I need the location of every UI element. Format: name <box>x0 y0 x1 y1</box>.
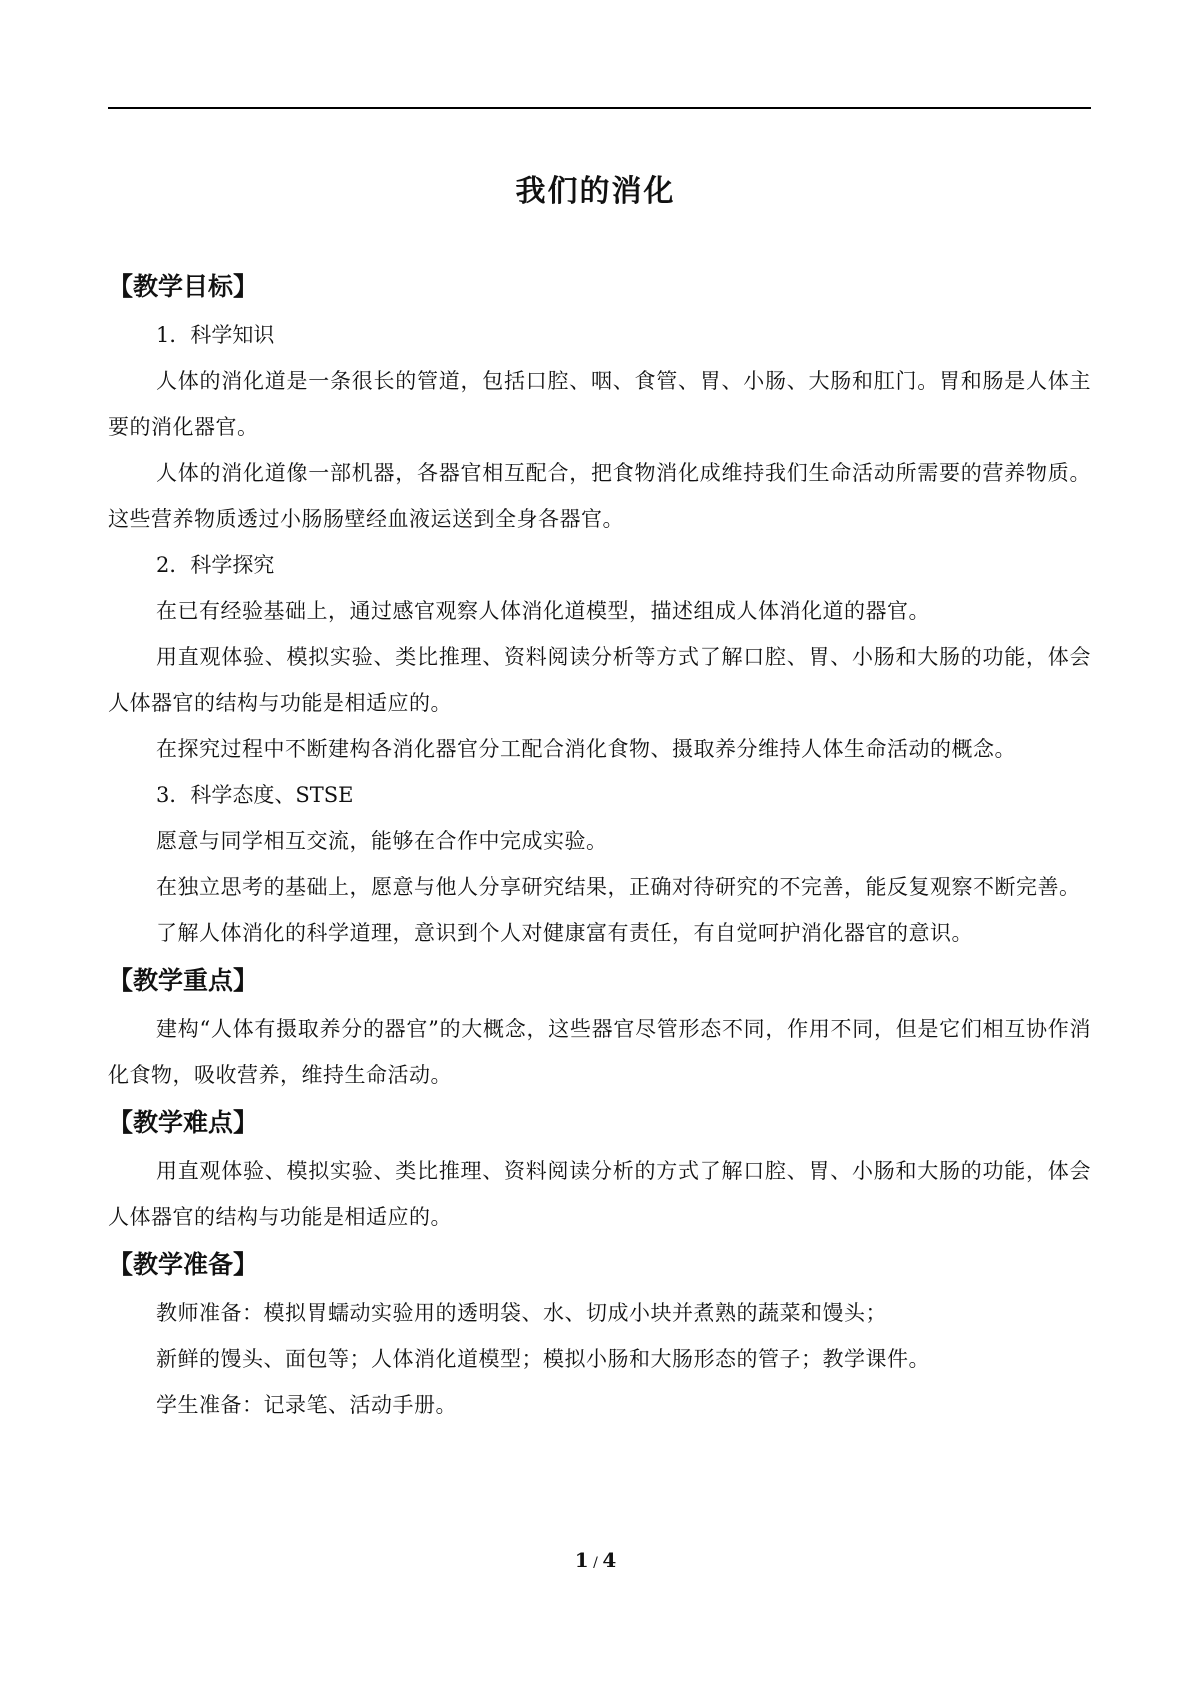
paragraph: 新鲜的馒头、面包等；人体消化道模型；模拟小肠和大肠形态的管子；教学课件。 <box>156 1347 930 1371</box>
subheading-knowledge: 1．科学知识 <box>156 323 275 347</box>
paragraph: 建构“人体有摄取养分的器官”的大概念，这些器官尽管形态不同，作用不同，但是它们相互协作消化食物，吸收营养，维持生命活动。 <box>108 1017 1091 1087</box>
paragraph: 学生准备：记录笔、活动手册。 <box>156 1393 457 1417</box>
section-heading-key-points: 【教学重点】 <box>108 966 259 995</box>
subheading-inquiry: 2．科学探究 <box>156 553 275 577</box>
paragraph: 在已有经验基础上，通过感官观察人体消化道模型，描述组成人体消化道的器官。 <box>156 599 930 623</box>
paragraph: 教师准备：模拟胃蠕动实验用的透明袋、水、切成小块并煮熟的蔬菜和馒头； <box>156 1301 887 1325</box>
header-rule <box>108 107 1091 109</box>
paragraph: 在探究过程中不断建构各消化器官分工配合消化食物、摄取养分维持人体生命活动的概念。 <box>156 737 1016 761</box>
subheading-attitude: 3．科学态度、STSE <box>156 783 354 807</box>
section-heading-difficulties: 【教学难点】 <box>108 1108 259 1137</box>
page-separator: / <box>588 1555 603 1571</box>
document-title: 我们的消化 <box>515 174 676 209</box>
paragraph: 了解人体消化的科学道理，意识到个人对健康富有责任，有自觉呵护消化器官的意识。 <box>156 921 973 945</box>
paragraph: 在独立思考的基础上，愿意与他人分享研究结果，正确对待研究的不完善，能反复观察不断完善。 <box>156 875 1081 899</box>
paragraph: 人体的消化道是一条很长的管道，包括口腔、咽、食管、胃、小肠、大肠和肛门。胃和肠是人体主要的消化器官。 <box>108 369 1091 439</box>
page-current: 1 <box>574 1548 589 1572</box>
paragraph: 愿意与同学相互交流，能够在合作中完成实验。 <box>156 829 608 853</box>
paragraph: 用直观体验、模拟实验、类比推理、资料阅读分析的方式了解口腔、胃、小肠和大肠的功能，体会人体器官的结构与功能是相适应的。 <box>108 1159 1091 1229</box>
paragraph: 用直观体验、模拟实验、类比推理、资料阅读分析等方式了解口腔、胃、小肠和大肠的功能，体会人体器官的结构与功能是相适应的。 <box>108 645 1091 715</box>
section-heading-objectives: 【教学目标】 <box>108 272 259 301</box>
page-number <box>0 1546 1191 1577</box>
document-body <box>108 262 1091 1428</box>
page-total: 4 <box>602 1548 617 1572</box>
section-heading-preparation: 【教学准备】 <box>108 1250 259 1279</box>
paragraph: 人体的消化道像一部机器，各器官相互配合，把食物消化成维持我们生命活动所需要的营养物质。这些营养物质透过小肠肠壁经血液运送到全身各器官。 <box>108 461 1091 531</box>
